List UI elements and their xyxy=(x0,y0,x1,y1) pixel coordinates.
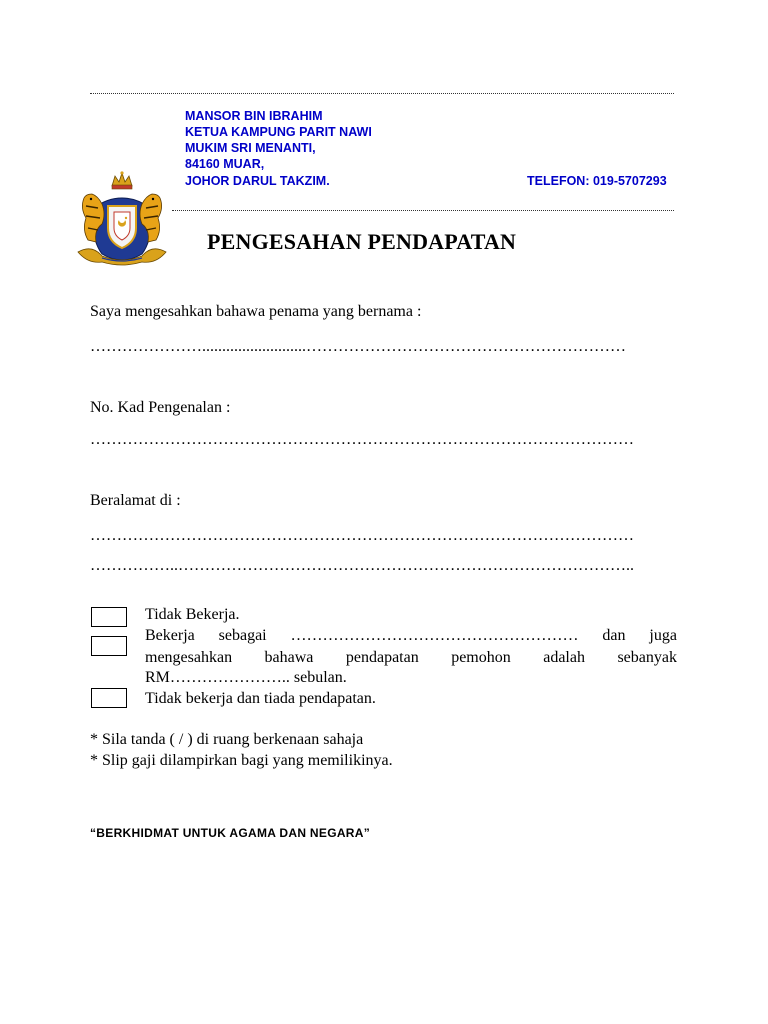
header-position: KETUA KAMPUNG PARIT NAWI xyxy=(185,125,372,139)
crown-icon xyxy=(112,171,132,189)
word: adalah xyxy=(543,649,585,666)
address-fill-line-2[interactable]: ……………..………………………………………………………………………….. xyxy=(90,557,634,574)
motto: “BERKHIDMAT UNTUK AGAMA DAN NEGARA” xyxy=(90,826,371,840)
header-state: JOHOR DARUL TAKZIM. xyxy=(185,174,330,188)
checkbox-bekerja[interactable] xyxy=(91,636,127,656)
word: juga xyxy=(649,627,677,644)
header-name: MANSOR BIN IBRAHIM xyxy=(185,109,323,123)
header-mukim: MUKIM SRI MENANTI, xyxy=(185,141,316,155)
word: pemohon xyxy=(451,649,511,666)
address-label: Beralamat di : xyxy=(90,492,181,509)
word: mengesahkan xyxy=(145,649,233,666)
header-phone: TELEFON: 019-5707293 xyxy=(527,174,667,188)
header-postcode: 84160 MUAR, xyxy=(185,157,265,171)
checkbox-tidak-bekerja[interactable] xyxy=(91,607,127,627)
word: Bekerja xyxy=(145,627,195,644)
checkbox-tiada-pendapatan[interactable] xyxy=(91,688,127,708)
ic-fill-line[interactable]: ………………………………………………………………………………………… xyxy=(90,431,634,448)
note-slip-gaji: * Slip gaji dilampirkan bagi yang memilikinya. xyxy=(90,752,393,769)
name-label: Saya mengesahkan bahawa penama yang bernama : xyxy=(90,303,422,320)
name-fill-line[interactable]: …………………..........................…………………………………………………… xyxy=(90,338,626,355)
option-bekerja-line1 xyxy=(145,626,677,646)
header-bottom-rule xyxy=(172,210,674,211)
word: sebagai xyxy=(218,627,267,644)
option-tiada-pendapatan: Tidak bekerja dan tiada pendapatan. xyxy=(145,690,376,707)
occupation-fill-line[interactable]: ……………………………………………… xyxy=(290,627,579,644)
income-amount-line[interactable]: RM………………….. sebulan. xyxy=(145,669,347,686)
document-title: PENGESAHAN PENDAPATAN xyxy=(207,229,517,254)
header-top-rule xyxy=(90,93,674,94)
address-fill-line-1[interactable]: ………………………………………………………………………………………… xyxy=(90,527,634,544)
note-tanda: * Sila tanda ( / ) di ruang berkenaan sahaja xyxy=(90,731,364,748)
word: dan xyxy=(602,627,626,644)
word: bahawa xyxy=(264,649,314,666)
word: sebanyak xyxy=(617,649,677,666)
option-tidak-bekerja: Tidak Bekerja. xyxy=(145,606,240,623)
word: pendapatan xyxy=(345,649,419,666)
option-bekerja-line2 xyxy=(145,648,677,668)
johor-coat-of-arms-icon xyxy=(72,168,172,268)
ic-label: No. Kad Pengenalan : xyxy=(90,399,231,416)
